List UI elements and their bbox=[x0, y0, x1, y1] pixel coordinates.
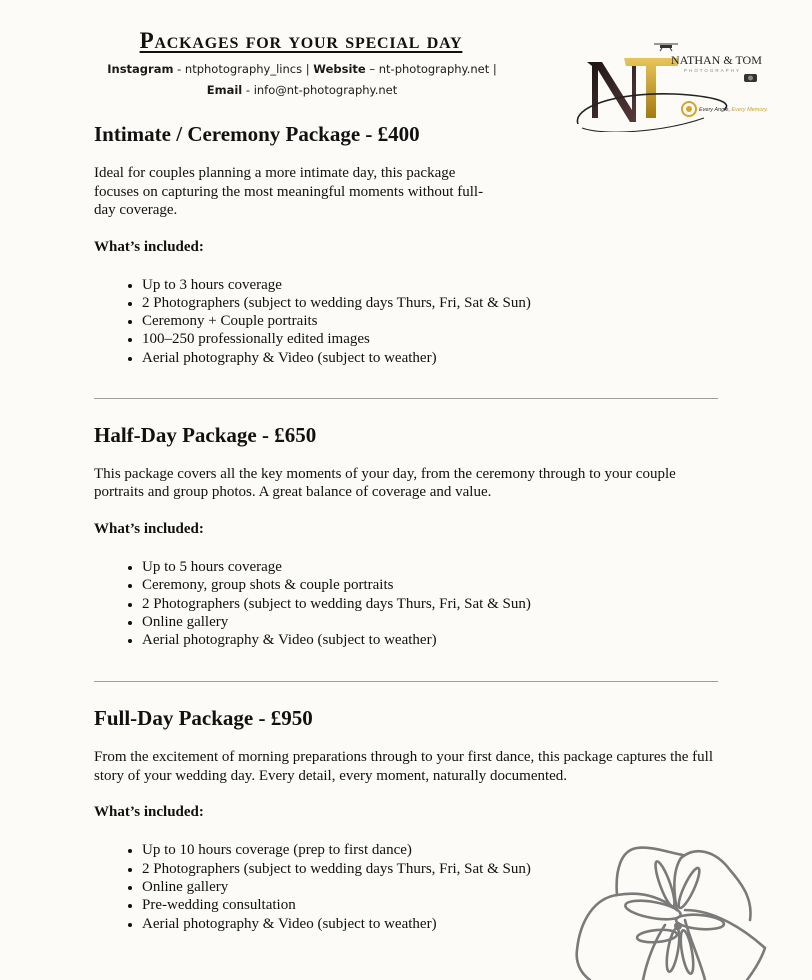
aperture-icon bbox=[682, 102, 696, 116]
list-item: • Aerial photography & Video (subject to weather) bbox=[142, 349, 724, 367]
contact-line-2 bbox=[97, 80, 507, 101]
package-half-day bbox=[94, 421, 724, 649]
list-item: • Up to 5 hours coverage bbox=[142, 558, 724, 576]
package-description: From the excitement of morning preparations through to your first dance, this package captures the full story of your wedding day. Every detail, every moment, naturally documented. bbox=[94, 749, 713, 784]
logo-tagline-part2: Every Memory. bbox=[729, 107, 769, 113]
pipe-separator: | bbox=[302, 62, 314, 76]
website-separator: – bbox=[365, 62, 379, 76]
list-item: • Up to 10 hours coverage (prep to first dance) bbox=[142, 841, 724, 859]
logo-brand-name: NATHAN & TOM bbox=[671, 53, 762, 67]
included-list bbox=[94, 558, 724, 649]
list-item: • Aerial photography & Video (subject to weather) bbox=[142, 915, 724, 933]
instagram-handle: ntphotography_lincs bbox=[184, 62, 303, 76]
list-item: • Online gallery bbox=[142, 613, 724, 631]
package-title: Full-Day Package - £950 bbox=[94, 706, 313, 731]
list-item: • Pre-wedding consultation bbox=[142, 896, 724, 914]
package-description: This package covers all the key moments of your day, from the ceremony through to your couple portraits and group photos. A great balance of coverage and value. bbox=[94, 465, 676, 501]
logo-tagline-part1: Every Angle, bbox=[699, 107, 730, 113]
list-item: • 2 Photographers (subject to wedding days Thurs, Fri, Sat & Sun) bbox=[142, 860, 724, 878]
monogram-n bbox=[587, 62, 640, 122]
included-heading: What’s included: bbox=[94, 238, 204, 255]
pipe-separator: | bbox=[489, 62, 497, 76]
instagram-label: Instagram bbox=[107, 62, 174, 76]
section-divider bbox=[94, 681, 718, 682]
package-title: Intimate / Ceremony Package - £400 bbox=[94, 122, 420, 146]
logo-tagline bbox=[699, 107, 768, 113]
list-item: • Online gallery bbox=[142, 878, 724, 896]
email-separator: - bbox=[242, 82, 254, 97]
logo-brand-sub: PHOTOGRAPHY bbox=[684, 68, 741, 73]
included-heading: What’s included: bbox=[94, 804, 204, 821]
contact-info bbox=[97, 59, 507, 100]
list-item: • 100–250 professionally edited images bbox=[142, 330, 724, 348]
list-item: • Ceremony, group shots & couple portraits bbox=[142, 576, 724, 594]
email-label: Email bbox=[206, 82, 243, 97]
list-item: • 2 Photographers (subject to wedding days Thurs, Fri, Sat & Sun) bbox=[142, 595, 724, 613]
package-intimate bbox=[94, 120, 724, 367]
instagram-separator: - bbox=[173, 62, 185, 76]
list-item: • Up to 3 hours coverage bbox=[142, 276, 724, 294]
website-link[interactable]: nt-photography.net bbox=[378, 62, 490, 76]
camera-icon bbox=[744, 74, 757, 82]
packages-content bbox=[94, 120, 724, 933]
included-list bbox=[94, 276, 724, 367]
flower-decoration-icon bbox=[565, 840, 812, 980]
email-link[interactable]: info@nt-photography.net bbox=[253, 82, 398, 97]
list-item: • 2 Photographers (subject to wedding days Thurs, Fri, Sat & Sun) bbox=[142, 294, 724, 312]
package-title: Half-Day Package - £650 bbox=[94, 422, 317, 447]
included-heading: What’s included: bbox=[94, 520, 204, 537]
nt-photography-logo bbox=[574, 40, 780, 132]
page-title: Packages for your special day bbox=[139, 28, 463, 53]
package-description: Ideal for couples planning a more intimate day, this package focuses on capturing the most meaningful moments without full-day coverage. bbox=[94, 165, 484, 218]
drone-icon bbox=[654, 44, 678, 51]
section-divider bbox=[94, 398, 718, 399]
contact-line-1 bbox=[97, 59, 507, 80]
list-item: • Aerial photography & Video (subject to weather) bbox=[142, 631, 724, 649]
list-item: • Ceremony + Couple portraits bbox=[142, 312, 724, 330]
website-label: Website bbox=[313, 62, 366, 76]
